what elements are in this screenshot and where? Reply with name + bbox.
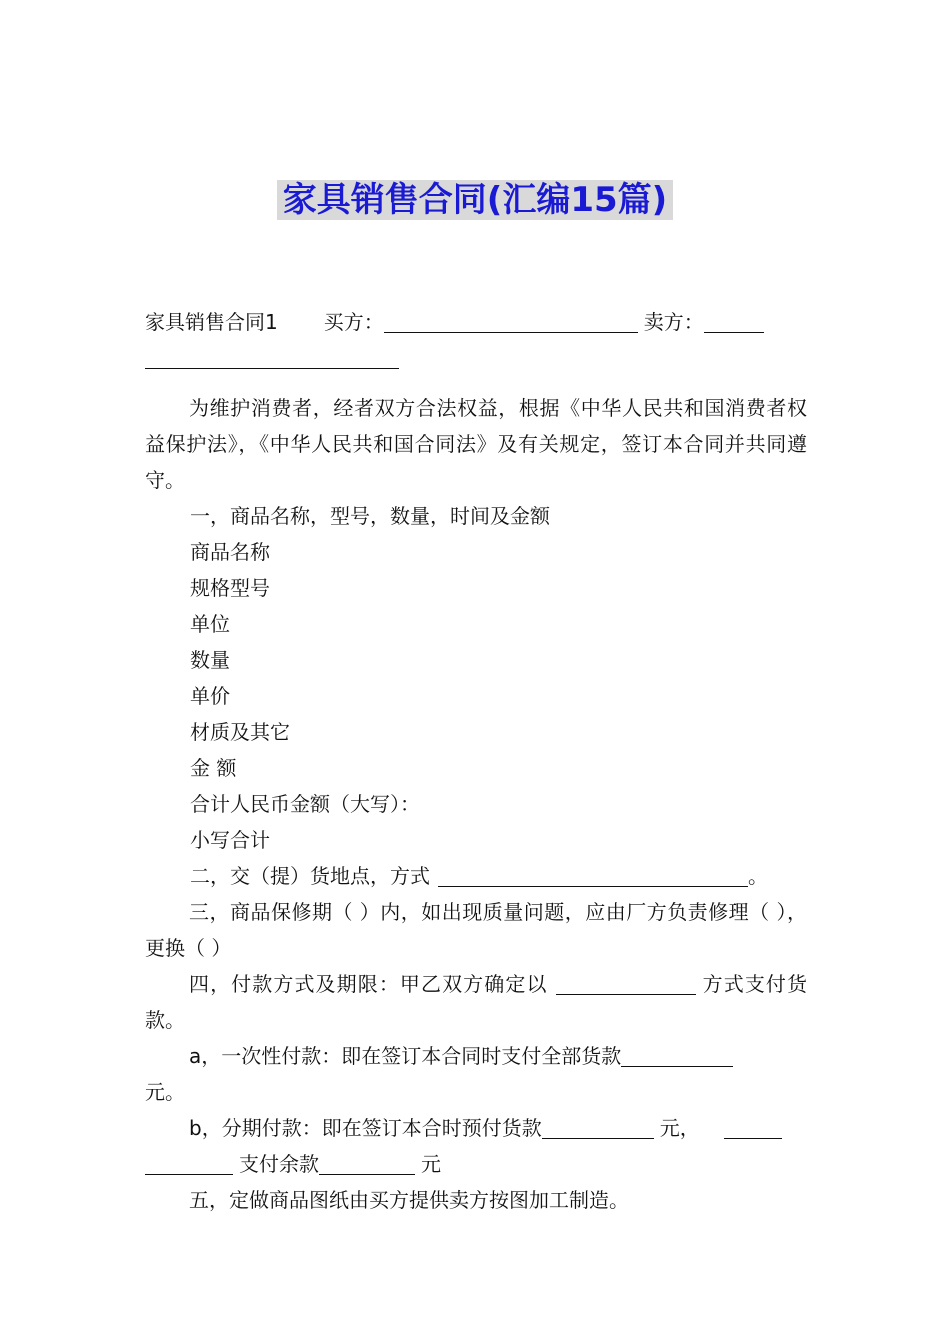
section-2: 二，交（提）货地点，方式 。: [190, 864, 768, 888]
full-payment-blank: [621, 1044, 733, 1067]
item-a: a，一次性付款：即在签订本合同时支付全部货款 元。: [145, 1038, 807, 1110]
installment-blank-1: [724, 1116, 782, 1139]
item-b: b，分期付款：即在签订本合时预付货款 元， 支付余款 元: [145, 1110, 807, 1182]
field-product-name: 商品名称: [190, 540, 270, 564]
intro-paragraph: 为维护消费者，经者双方合法权益，根据《中华人民共和国消费者权益保护法》，《中华人民共和国合同法》及有关规定，签订本合同并共同遵守。: [145, 396, 807, 492]
field-spec-model: 规格型号: [190, 576, 270, 600]
buyer-blank: [384, 310, 638, 333]
contract-label: 家具销售合同1: [145, 310, 278, 334]
section-3: 三，商品保修期（ ）内，如出现质量问题，应由厂方负责修理（ ），更换（ ）: [145, 900, 807, 960]
field-unit-price: 单价: [190, 684, 230, 708]
document-title: 家具销售合同(汇编15篇): [0, 176, 950, 224]
seller-blank-2: [145, 346, 399, 369]
seller-label: 卖方：: [643, 310, 704, 334]
prepayment-blank: [542, 1116, 654, 1139]
payment-method-blank: [556, 972, 696, 995]
buyer-label: 买方：: [323, 310, 384, 334]
installment-blank-2: [145, 1152, 233, 1175]
parties-line: [145, 304, 807, 376]
field-amount: 金 额: [190, 756, 237, 780]
field-total-lowercase: 小写合计: [190, 828, 270, 852]
balance-blank: [319, 1152, 415, 1175]
field-unit: 单位: [190, 612, 230, 636]
delivery-blank: [438, 864, 748, 887]
section-5: 五，定做商品图纸由买方提供卖方按图加工制造。: [189, 1188, 629, 1212]
seller-blank-1: [704, 310, 764, 333]
field-quantity: 数量: [190, 648, 230, 672]
section-1-heading: 一，商品名称，型号，数量，时间及金额: [190, 504, 550, 528]
contract-body: [145, 304, 807, 1218]
section-4: 四，付款方式及期限：甲乙双方确定以 方式支付货款。: [145, 972, 808, 1032]
field-total-uppercase: 合计人民币金额（大写）：: [190, 792, 420, 816]
field-material: 材质及其它: [190, 720, 290, 744]
